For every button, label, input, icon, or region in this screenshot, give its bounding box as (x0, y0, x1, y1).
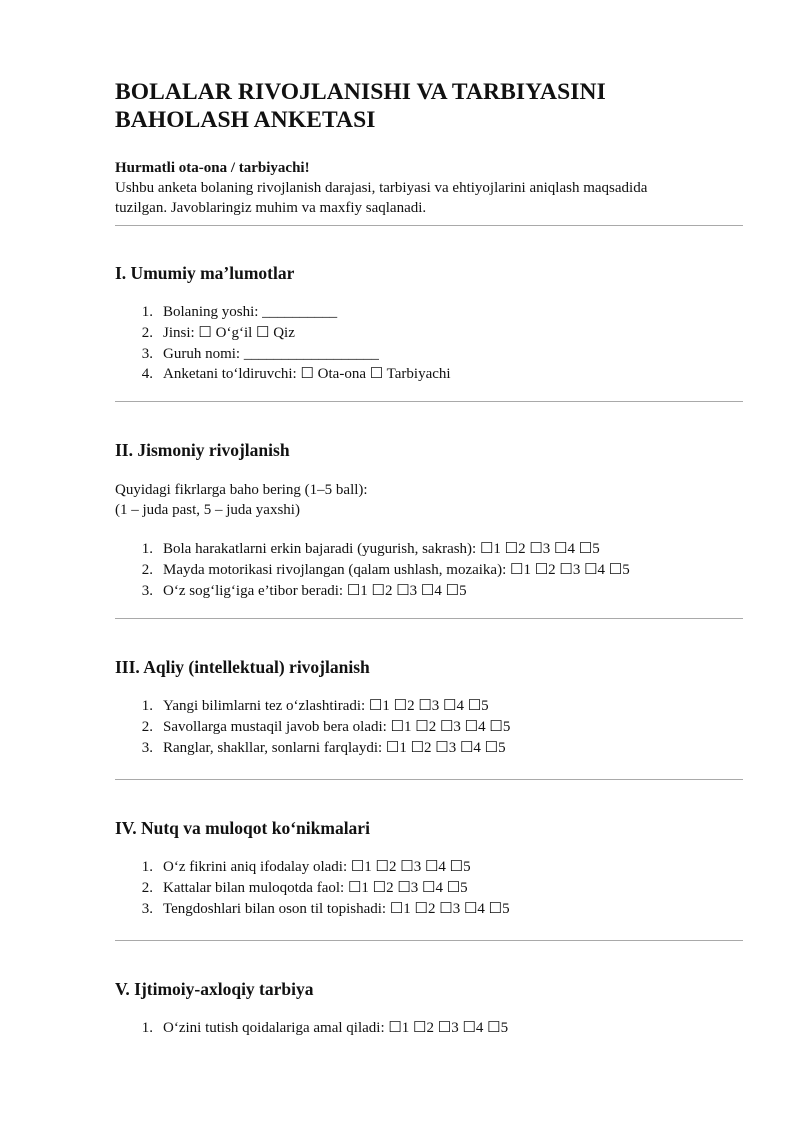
question-text: Mayda motorikasi rivojlangan (qalam ushlash, mozaika): ☐1 ☐2 ☐3 ☐4 ☐5 (163, 561, 630, 578)
list-item[interactable]: 2. Mayda motorikasi rivojlangan (qalam ushlash, mozaika): ☐1 ☐2 ☐3 ☐4 ☐5 (115, 560, 743, 581)
list-item[interactable]: 3. Tengdoshlari bilan oson til topishadi: ☐1 ☐2 ☐3 ☐4 ☐5 (115, 899, 743, 920)
question-text: Guruh nomi: __________________ (163, 345, 379, 362)
section-title: I. Umumiy ma’lumotlar (115, 263, 295, 283)
question-text: Tengdoshlari bilan oson til topishadi: ☐1 ☐2 ☐3 ☐4 ☐5 (163, 900, 510, 917)
greeting: Hurmatli ota-ona / tarbiyachi! (115, 160, 310, 176)
list-item[interactable]: 1. Bolaning yoshi: __________ (115, 302, 743, 323)
question-text: Jinsi: ☐ O‘g‘il ☐ Qiz (163, 324, 295, 341)
question-text: Savollarga mustaqil javob bera oladi: ☐1 ☐2 ☐3 ☐4 ☐5 (163, 718, 511, 735)
list-item[interactable]: 3. O‘z sog‘lig‘iga e’tibor beradi: ☐1 ☐2 ☐3 ☐4 ☐5 (115, 581, 743, 602)
form-title (115, 0, 743, 134)
question-list (115, 857, 743, 919)
question-text: Kattalar bilan muloqotda faol: ☐1 ☐2 ☐3 ☐4 ☐5 (163, 879, 468, 896)
list-item[interactable]: 1. O‘zini tutish qoidalariga amal qiladi: ☐1 ☐2 ☐3 ☐4 ☐5 (115, 1018, 743, 1039)
list-item[interactable]: 2. Jinsi: ☐ O‘g‘il ☐ Qiz (115, 323, 743, 344)
rating-instruction: Quyidagi fikrlarga baho bering (1–5 ball): (115, 482, 368, 498)
rating-scale-note: (1 – juda past, 5 – juda yaxshi) (115, 502, 300, 518)
question-text: Bolaning yoshi: __________ (163, 304, 338, 320)
divider (115, 779, 743, 780)
list-item[interactable]: 2. Kattalar bilan muloqotda faol: ☐1 ☐2 ☐3 ☐4 ☐5 (115, 878, 743, 899)
intro (115, 158, 743, 218)
section-title: V. Ijtimoiy-axloqiy tarbiya (115, 979, 314, 999)
section-intellectual-development (115, 656, 743, 758)
section-title: II. Jismoniy rivojlanish (115, 440, 290, 460)
divider (115, 940, 743, 941)
list-item[interactable]: 1. Bola harakatlarni erkin bajaradi (yugurish, sakrash): ☐1 ☐2 ☐3 ☐4 ☐5 (115, 539, 743, 560)
intro-line-1: Ushbu anketa bolaning rivojlanish darajasi, tarbiyasi va ehtiyojlarini aniqlash maqsadida (115, 180, 648, 196)
list-item[interactable]: 3. Guruh nomi: __________________ (115, 344, 743, 365)
title-line-1: BOLALAR RIVOJLANISHI VA TARBIYASINI (115, 79, 606, 105)
question-text: Bola harakatlarni erkin bajaradi (yugurish, sakrash): ☐1 ☐2 ☐3 ☐4 ☐5 (163, 541, 600, 557)
section-general-info (115, 262, 743, 385)
intro-line-2: tuzilgan. Javoblaringiz muhim va maxfiy saqlanadi. (115, 200, 427, 216)
question-list (115, 696, 743, 758)
question-text: O‘zini tutish qoidalariga amal qiladi: ☐1 ☐2 ☐3 ☐4 ☐5 (163, 1020, 509, 1036)
question-list (115, 302, 743, 385)
question-text: Anketani to‘ldiruvchi: ☐ Ota-ona ☐ Tarbiyachi (163, 366, 451, 383)
section-title: III. Aqliy (intellektual) rivojlanish (115, 657, 370, 677)
question-text: O‘z sog‘lig‘iga e’tibor beradi: ☐1 ☐2 ☐3 ☐4 ☐5 (163, 582, 467, 599)
section-social-moral-upbringing (115, 978, 743, 1039)
section-title: IV. Nutq va muloqot ko‘nikmalari (115, 818, 370, 838)
question-list (115, 539, 743, 601)
question-text: Ranglar, shakllar, sonlarni farqlaydi: ☐1 ☐2 ☐3 ☐4 ☐5 (163, 739, 506, 756)
divider (115, 618, 743, 619)
section-physical-development (115, 439, 743, 601)
title-line-2: BAHOLASH ANKETASI (115, 107, 376, 133)
question-list (115, 1018, 743, 1039)
section-speech-communication (115, 817, 743, 919)
divider (115, 401, 743, 402)
list-item[interactable]: 4. Anketani to‘ldiruvchi: ☐ Ota-ona ☐ Tarbiyachi (115, 364, 743, 385)
list-item[interactable]: 1. Yangi bilimlarni tez o‘zlashtiradi: ☐1 ☐2 ☐3 ☐4 ☐5 (115, 696, 743, 717)
list-item[interactable]: 2. Savollarga mustaqil javob bera oladi: ☐1 ☐2 ☐3 ☐4 ☐5 (115, 717, 743, 738)
question-text: Yangi bilimlarni tez o‘zlashtiradi: ☐1 ☐2 ☐3 ☐4 ☐5 (163, 698, 489, 714)
divider (115, 225, 743, 226)
list-item[interactable]: 3. Ranglar, shakllar, sonlarni farqlaydi: ☐1 ☐2 ☐3 ☐4 ☐5 (115, 738, 743, 759)
list-item[interactable]: 1. O‘z fikrini aniq ifodalay oladi: ☐1 ☐2 ☐3 ☐4 ☐5 (115, 857, 743, 878)
question-text: O‘z fikrini aniq ifodalay oladi: ☐1 ☐2 ☐3 ☐4 ☐5 (163, 859, 471, 875)
